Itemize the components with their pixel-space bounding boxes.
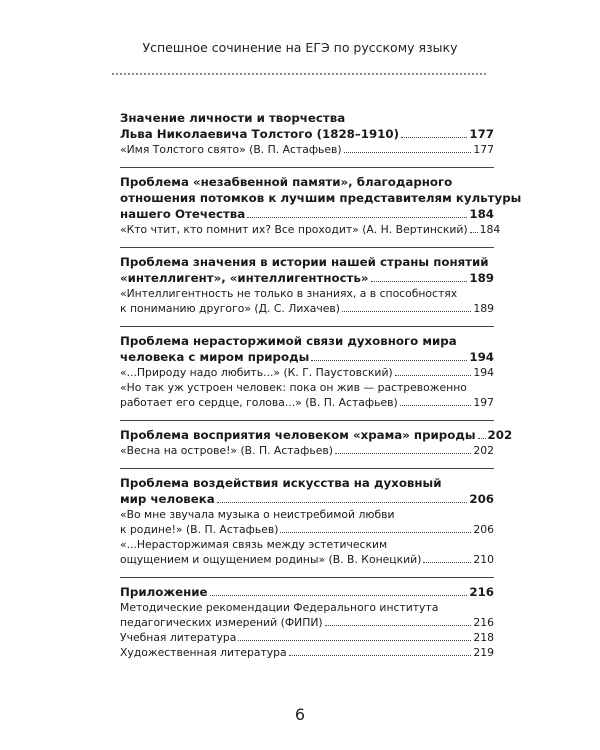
dot-leader: [342, 311, 471, 312]
dot-leader: [401, 137, 467, 138]
toc-page-number: 194: [469, 350, 494, 364]
toc-entry-line: [120, 552, 494, 567]
toc-line-text: «Имя Толстого свято» (В. П. Астафьев): [120, 143, 342, 156]
toc-heading-line: Проблема значения в истории нашей страны понятий: [120, 255, 489, 269]
dot-leader: [371, 281, 468, 282]
toc-line-text: мир человека: [120, 492, 215, 506]
toc-line-text: Учебная литература: [120, 631, 237, 644]
toc-line-text: «интеллигент», «интеллигентность»: [120, 271, 369, 285]
toc-page-number: 216: [473, 616, 494, 629]
page-number: 6: [294, 705, 306, 724]
toc-page-number: 219: [473, 646, 494, 659]
toc-page-number: 197: [473, 396, 494, 409]
toc-entry-line: [120, 522, 494, 537]
toc-line-text: Льва Николаевича Толстого (1828–1910): [120, 127, 399, 141]
toc-line-text: к пониманию другого» (Д. С. Лихачев): [120, 302, 341, 315]
toc-page-number: 177: [469, 127, 494, 141]
dot-leader: [311, 360, 467, 361]
dot-leader: [395, 375, 472, 376]
toc-entry-line: [120, 645, 494, 660]
toc-line-text: к родине!» (В. П. Астафьев): [120, 523, 279, 536]
toc-heading-line: [120, 206, 494, 222]
toc-page-number: 206: [469, 492, 494, 506]
header-separator: [112, 73, 486, 75]
toc-heading-line: [120, 349, 494, 365]
toc-section: [120, 110, 494, 157]
toc-entry-line: «Во мне звучала музыка о неистребимой любви: [120, 508, 395, 521]
toc-entry-line: [120, 443, 494, 458]
dot-leader: [400, 405, 472, 406]
toc-line-text: «...Природу надо любить...» (К. Г. Паустовский): [120, 366, 393, 379]
dot-leader: [210, 595, 468, 596]
toc-heading-line: [120, 270, 494, 286]
dot-leader: [423, 562, 471, 563]
dot-leader: [325, 625, 472, 626]
toc-heading-line: отношения потомков к лучшим представителям культуры: [120, 191, 522, 205]
toc-page-number: 202: [473, 444, 494, 457]
toc-heading-line: [120, 584, 494, 600]
toc-section: [120, 167, 522, 237]
toc-entry-line: [120, 142, 494, 157]
toc-entry-line: [120, 301, 494, 316]
toc-line-text: Приложение: [120, 585, 208, 599]
running-header: Успешное сочинение на ЕГЭ по русскому языку: [142, 40, 458, 55]
toc-page-number: 210: [473, 553, 494, 566]
toc-entry-line: [120, 222, 501, 237]
toc-line-text: Художественная литература: [120, 646, 287, 659]
toc-entry-line: [120, 365, 494, 380]
toc-line-text: педагогических измерений (ФИПИ): [120, 616, 323, 629]
toc-heading-line: Значение личности и творчества: [120, 111, 346, 125]
toc-line-text: человека с миром природы: [120, 350, 310, 364]
toc-entry-line: «Но так уж устроен человек: пока он жив — растревоженно: [120, 381, 467, 394]
toc-line-text: «Весна на острове!» (В. П. Астафьев): [120, 444, 333, 457]
toc-entry-line: [120, 395, 494, 410]
toc-heading-line: Проблема нерасторжимой связи духовного мира: [120, 334, 457, 348]
toc-heading-line: [120, 491, 494, 507]
toc-entry-line: «Интеллигентность не только в знаниях, а в способностях: [120, 287, 458, 300]
toc-page-number: 216: [469, 585, 494, 599]
toc-page-number: 206: [473, 523, 494, 536]
toc-line-text: ощущением и ощущением родины» (В. В. Конецкий): [120, 553, 422, 566]
dot-leader: [238, 640, 471, 641]
toc-section: [120, 420, 513, 458]
toc-line-text: нашего Отечества: [120, 207, 246, 221]
toc-entry-line: [120, 630, 494, 645]
toc-page-number: 202: [487, 428, 513, 442]
toc-entry-line: «...Нерасторжимая связь между эстетическим: [120, 538, 388, 551]
table-of-contents: [120, 110, 522, 670]
dot-leader: [280, 532, 471, 533]
toc-page-number: 189: [473, 302, 494, 315]
toc-page-number: 177: [473, 143, 494, 156]
toc-page-number: 184: [469, 207, 494, 221]
toc-section: [120, 326, 494, 410]
toc-line-text: работает его сердце, голова...» (В. П. Астафьев): [120, 396, 398, 409]
toc-page-number: 194: [473, 366, 494, 379]
dot-leader: [344, 152, 472, 153]
toc-section: [120, 468, 494, 567]
toc-heading-line: [120, 126, 494, 142]
toc-heading-line: Проблема «незабвенной памяти», благодарного: [120, 175, 453, 189]
toc-entry-line: Методические рекомендации Федерального института: [120, 601, 439, 614]
toc-heading-line: Проблема воздействия искусства на духовный: [120, 476, 442, 490]
dot-leader: [247, 217, 467, 218]
toc-section: [120, 577, 494, 660]
toc-page-number: 218: [473, 631, 494, 644]
toc-line-text: «Кто чтит, кто помнит их? Все проходит» (А. Н. Вертинский): [120, 223, 468, 236]
toc-line-text: Проблема восприятия человеком «храма» природы: [120, 428, 476, 442]
toc-heading-line: [120, 427, 513, 443]
toc-entry-line: [120, 615, 494, 630]
dot-leader: [289, 655, 472, 656]
toc-section: [120, 247, 494, 316]
dot-leader: [217, 502, 468, 503]
dot-leader: [470, 232, 478, 233]
dot-leader: [478, 438, 486, 439]
toc-page-number: 189: [469, 271, 494, 285]
toc-page-number: 184: [479, 223, 501, 236]
dot-leader: [335, 453, 471, 454]
